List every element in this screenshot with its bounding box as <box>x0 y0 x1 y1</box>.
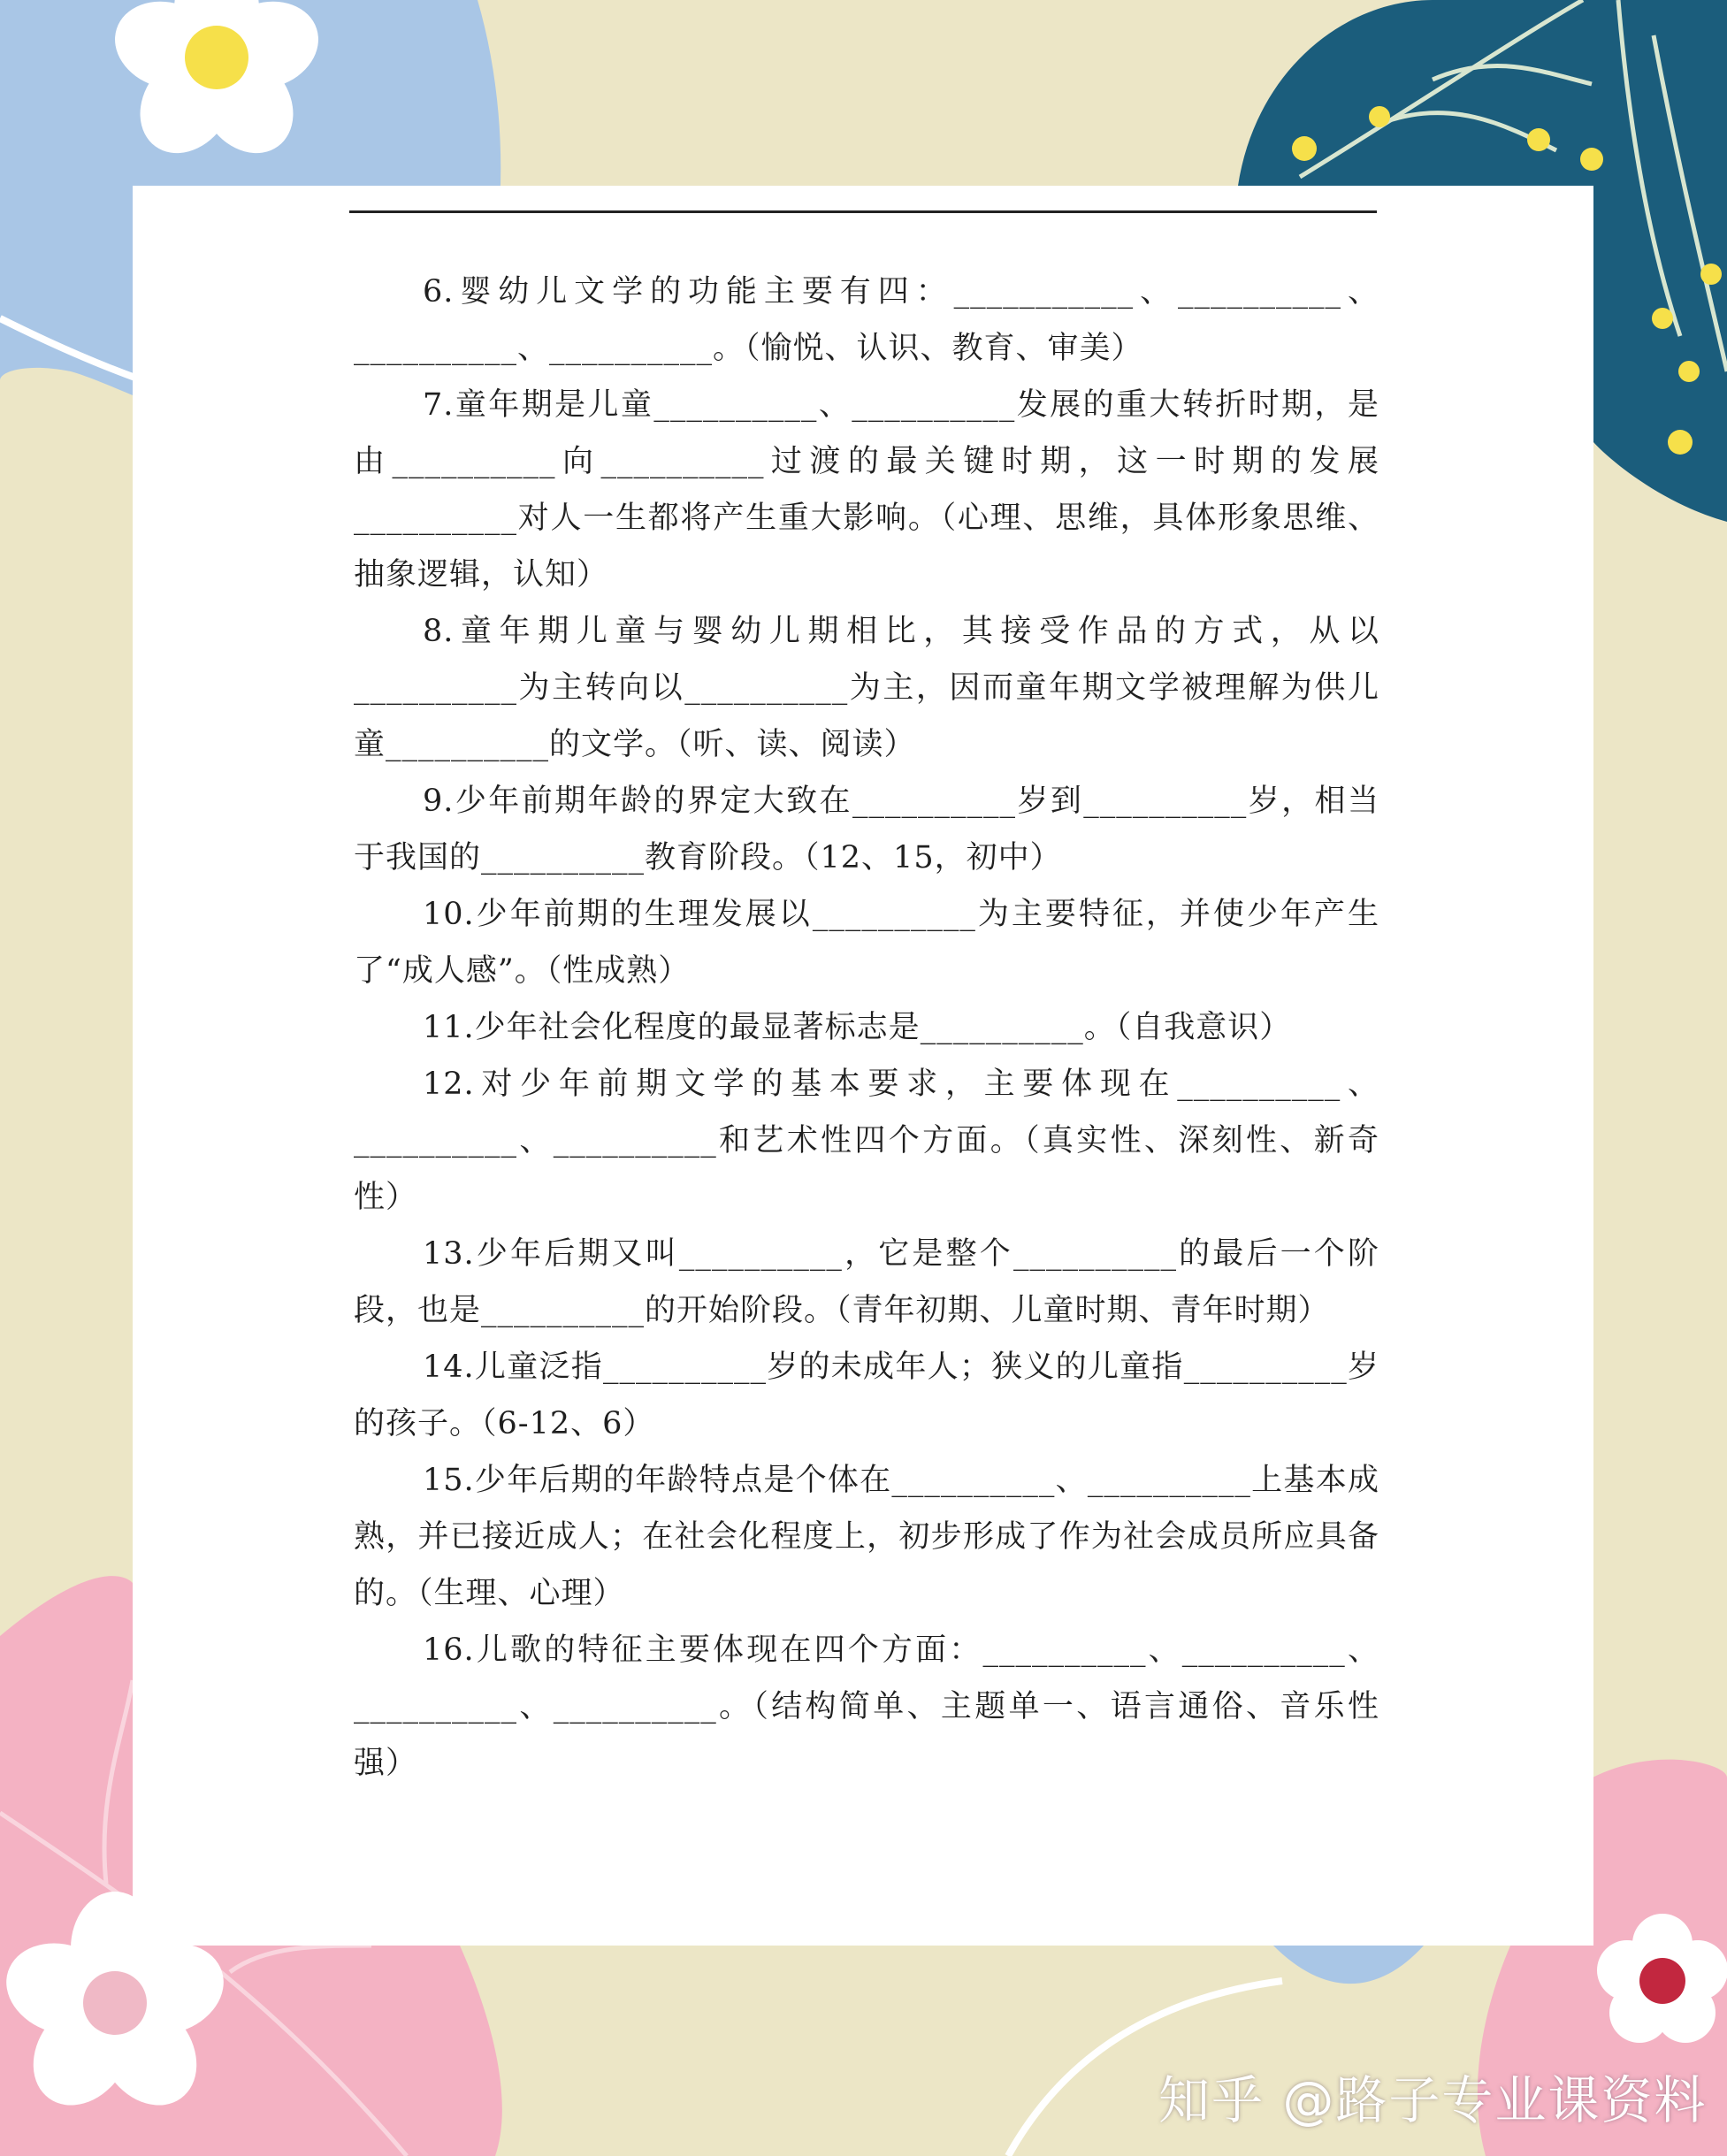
answer-blank: __________ <box>1087 1463 1251 1498</box>
question-text: 、 <box>1134 274 1179 310</box>
question-text: 童年期儿童与婴幼儿期相比，其接受作品的方式，从以 <box>454 614 1379 649</box>
answer-blank: __________ <box>481 840 646 875</box>
question-item <box>354 1056 1379 1226</box>
question-text: 发展的重大转折时期，是由 <box>354 387 1379 479</box>
question-number: 14. <box>423 1349 475 1385</box>
question-text: 为主，因而童年期文学被理解为供儿童 <box>354 670 1379 762</box>
answer-blank: __________ <box>653 387 818 423</box>
question-text: 婴幼儿文学的功能主要有四： <box>454 274 954 310</box>
question-number: 13. <box>423 1236 475 1272</box>
question-number: 11. <box>423 1010 475 1045</box>
question-number: 16. <box>423 1632 475 1668</box>
question-text: 少年社会化程度的最显著标志是 <box>474 1010 921 1045</box>
question-number: 15. <box>423 1463 475 1498</box>
question-text: 对人一生都将产生重大影响。（心理、思维，具体形象思维、抽象逻辑，认知） <box>354 501 1379 593</box>
question-text: 少年前期年龄的界定大致在 <box>454 784 852 819</box>
question-text: 岁到 <box>1015 784 1084 819</box>
question-text: 对少年前期文学的基本要求，主要体现在 <box>474 1067 1178 1102</box>
question-text: 少年后期又叫 <box>474 1236 679 1272</box>
question-text: 、 <box>517 1123 554 1158</box>
question-text: 为主转向以 <box>517 670 685 706</box>
question-text: 过渡的最关键时期，这一时期的发展 <box>764 444 1379 479</box>
question-number: 12. <box>423 1067 475 1102</box>
answer-blank: __________ <box>982 1632 1147 1668</box>
answer-blank: __________ <box>553 1689 717 1724</box>
question-number: 7. <box>423 387 455 423</box>
answer-blank: __________ <box>354 1689 517 1724</box>
question-text: 上基本成熟，并已接近成人；在社会化程度上，初步形成了作为社会成员所应具备的。（生理、心理） <box>354 1463 1379 1611</box>
question-item <box>354 1452 1379 1622</box>
question-number: 9. <box>423 784 455 819</box>
question-text: 的开始阶段。（青年初期、儿童时期、青年时期） <box>645 1293 1330 1328</box>
answer-blank: __________ <box>1178 274 1342 310</box>
question-text: 。（愉悦、认识、教育、审美） <box>713 331 1143 366</box>
answer-blank: __________ <box>354 1123 517 1158</box>
question-list <box>354 264 1379 1792</box>
question-text: ，它是整个 <box>842 1236 1013 1272</box>
answer-blank: __________ <box>392 444 556 479</box>
answer-blank: __________ <box>1083 784 1248 819</box>
blue-blob-bottom-shape <box>1273 1946 1424 1984</box>
question-text: 少年前期的生理发展以 <box>474 897 813 932</box>
answer-blank: __________ <box>1183 1349 1348 1385</box>
question-item <box>354 377 1379 603</box>
answer-blank: __________ <box>852 784 1016 819</box>
question-item <box>354 773 1379 886</box>
question-text: 、 <box>517 331 550 366</box>
answer-blank: __________ <box>354 670 517 706</box>
question-item <box>354 264 1379 377</box>
answer-blank: __________ <box>684 670 849 706</box>
question-text: 。（结构简单、主题单一、语言通俗、音乐性强） <box>354 1689 1379 1781</box>
answer-blank: __________ <box>1013 1236 1177 1272</box>
question-item <box>354 603 1379 773</box>
question-text: 的文学。（听、读、阅读） <box>549 727 916 762</box>
question-item <box>354 1339 1379 1452</box>
answer-blank: __________ <box>553 1123 717 1158</box>
answer-blank: __________ <box>891 1463 1056 1498</box>
answer-blank: __________ <box>549 331 714 366</box>
question-text: 岁的孩子。（6-12、6） <box>354 1349 1379 1441</box>
question-text: 童年期是儿童 <box>454 387 654 423</box>
question-text: 、 <box>517 1689 554 1724</box>
question-text: 、 <box>1345 1632 1379 1668</box>
answer-blank: __________ <box>812 897 976 932</box>
question-text: 、 <box>1055 1463 1088 1498</box>
question-item <box>354 1226 1379 1339</box>
document-sheet <box>133 186 1593 1946</box>
question-text: 儿童泛指 <box>474 1349 603 1385</box>
answer-blank: __________ <box>386 727 550 762</box>
question-item <box>354 999 1379 1056</box>
question-text: 、 <box>1341 1067 1379 1102</box>
answer-blank: __________ <box>600 444 765 479</box>
question-text: 、 <box>817 387 852 423</box>
question-text: 岁的未成年人；狭义的儿童指 <box>767 1349 1184 1385</box>
answer-blank: __________ <box>1177 1067 1341 1102</box>
question-item <box>354 1622 1379 1792</box>
answer-blank: __________ <box>603 1349 767 1385</box>
question-item <box>354 886 1379 999</box>
question-text: 儿歌的特征主要体现在四个方面： <box>474 1632 983 1668</box>
question-text: 少年后期的年龄特点是个体在 <box>474 1463 892 1498</box>
question-text: 岁，相当于我国的 <box>354 784 1379 875</box>
question-text: 、 <box>1146 1632 1182 1668</box>
question-text: 为主要特征，并使少年产生了“成人感”。（性成熟） <box>354 897 1379 989</box>
question-text: 和艺术性四个方面。（真实性、深刻性、新奇性） <box>354 1123 1379 1215</box>
question-text: 。（自我意识） <box>1083 1010 1292 1045</box>
answer-blank: __________ <box>354 501 517 536</box>
answer-blank: __________ <box>354 331 517 366</box>
question-text: 的最后一个阶段，也是 <box>354 1236 1379 1328</box>
question-text: 向 <box>555 444 601 479</box>
top-rule-divider <box>349 210 1377 213</box>
question-number: 8. <box>423 614 455 649</box>
answer-blank: __________ <box>920 1010 1084 1045</box>
answer-blank: __________ <box>678 1236 843 1272</box>
answer-blank: ___________ <box>953 274 1135 310</box>
question-text: 、 <box>1341 274 1379 310</box>
answer-blank: __________ <box>481 1293 646 1328</box>
watermark-text: 知乎 @路子专业课资料 <box>1158 2070 1708 2130</box>
question-text: 教育阶段。（12、15，初中） <box>645 840 1062 875</box>
question-number: 6. <box>423 274 455 310</box>
answer-blank: __________ <box>852 387 1016 423</box>
answer-blank: __________ <box>1181 1632 1346 1668</box>
question-number: 10. <box>423 897 475 932</box>
